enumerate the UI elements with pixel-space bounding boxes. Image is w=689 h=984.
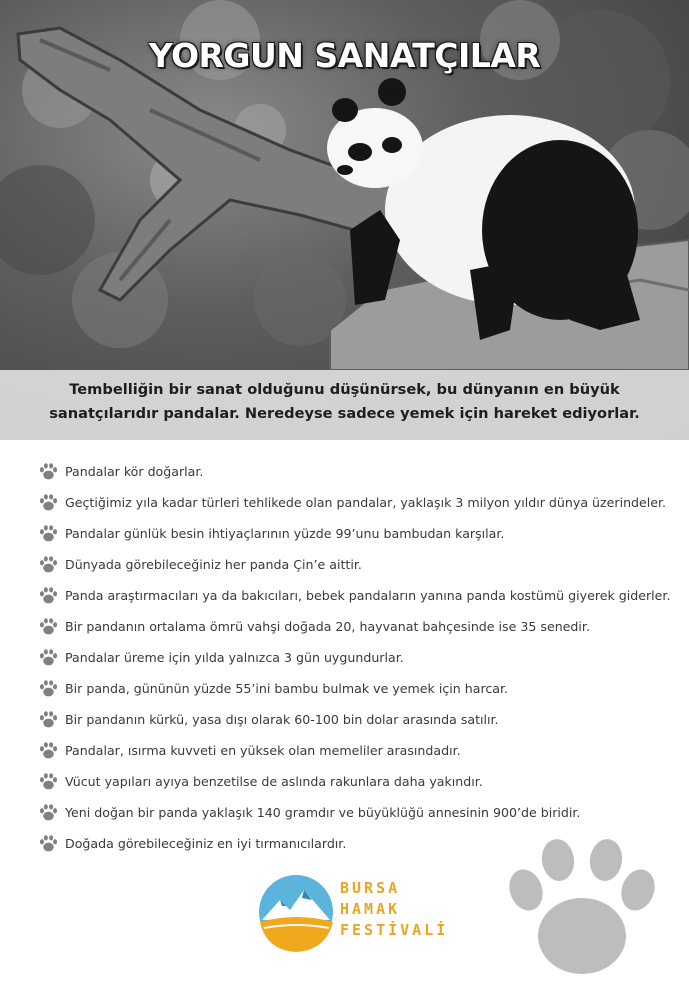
list-item [38, 766, 678, 797]
intro-line: sanatçılarıdır pandalar. Neredeyse sadece yemek için hareket ediyorlar. [49, 405, 640, 422]
paw-icon [38, 740, 59, 761]
list-item [38, 580, 678, 611]
logo-word-hamak: HAMAK [340, 900, 401, 918]
paw-icon [38, 461, 59, 482]
page-title: YORGUN SANATÇILAR [148, 36, 541, 75]
paw-icon [38, 709, 59, 730]
list-item [38, 642, 678, 673]
list-item [38, 797, 678, 828]
paw-icon [38, 554, 59, 575]
fact-text: Pandalar, ısırma kuvveti en yüksek olan memeliler arasındadır. [65, 743, 461, 758]
paw-icon [38, 678, 59, 699]
fact-text: Dünyada görebileceğiniz her panda Çin’e aittir. [65, 557, 362, 572]
paw-icon [38, 802, 59, 823]
hammock-icon [260, 917, 333, 952]
festival-logo-text [340, 878, 448, 941]
paw-icon [38, 492, 59, 513]
logo-word-festival: FESTİVALİ [340, 921, 449, 939]
fact-text: Doğada görebileceğiniz en iyi tırmanıcılardır. [65, 836, 347, 851]
fact-text: Bir panda, gününün yüzde 55’ini bambu bulmak ve yemek için harcar. [65, 681, 509, 696]
list-item [38, 518, 678, 549]
list-item [38, 549, 678, 580]
fact-text: Bir pandanın kürkü, yasa dışı olarak 60-100 bin dolar arasında satılır. [65, 712, 499, 727]
list-item [38, 487, 678, 518]
list-item [38, 673, 678, 704]
fact-text: Pandalar kör doğarlar. [65, 464, 204, 479]
intro-paragraph [0, 378, 689, 426]
panda-facts-list [38, 456, 678, 859]
fact-text: Yeni doğan bir panda yaklaşık 140 gramdır ve büyüklüğü annesinin 900’de biridir. [65, 805, 581, 820]
logo-word-city: BURSA [340, 879, 401, 897]
paw-icon [38, 771, 59, 792]
paw-icon [38, 616, 59, 637]
paw-icon [38, 523, 59, 544]
fact-text: Panda araştırmacıları ya da bakıcıları, bebek pandaların yanına panda kostümü giyerek giderler. [65, 588, 671, 603]
list-item [38, 611, 678, 642]
fact-text: Geçtiğimiz yıla kadar türleri tehlikede olan pandalar, yaklaşık 3 milyon yıldır dünya üzerindeler. [65, 495, 667, 510]
fact-text: Pandalar üreme için yılda yalnızca 3 gün uygundurlar. [65, 650, 404, 665]
list-item [38, 704, 678, 735]
paw-icon [38, 833, 59, 854]
paw-icon [38, 647, 59, 668]
list-item [38, 456, 678, 487]
paw-icon [38, 585, 59, 606]
fact-text: Bir pandanın ortalama ömrü vahşi doğada 20, hayvanat bahçesinde ise 35 senedir. [65, 619, 590, 634]
fact-text: Vücut yapıları ayıya benzetilse de aslında rakunlara daha yakındır. [65, 774, 483, 789]
fact-text: Pandalar günlük besin ihtiyaçlarının yüzde 99’unu bambudan karşılar. [65, 526, 505, 541]
intro-line: Tembelliğin bir sanat olduğunu düşünürsek, bu dünyanın en büyük [69, 381, 620, 398]
list-item [38, 735, 678, 766]
paw-print-icon [508, 838, 656, 978]
